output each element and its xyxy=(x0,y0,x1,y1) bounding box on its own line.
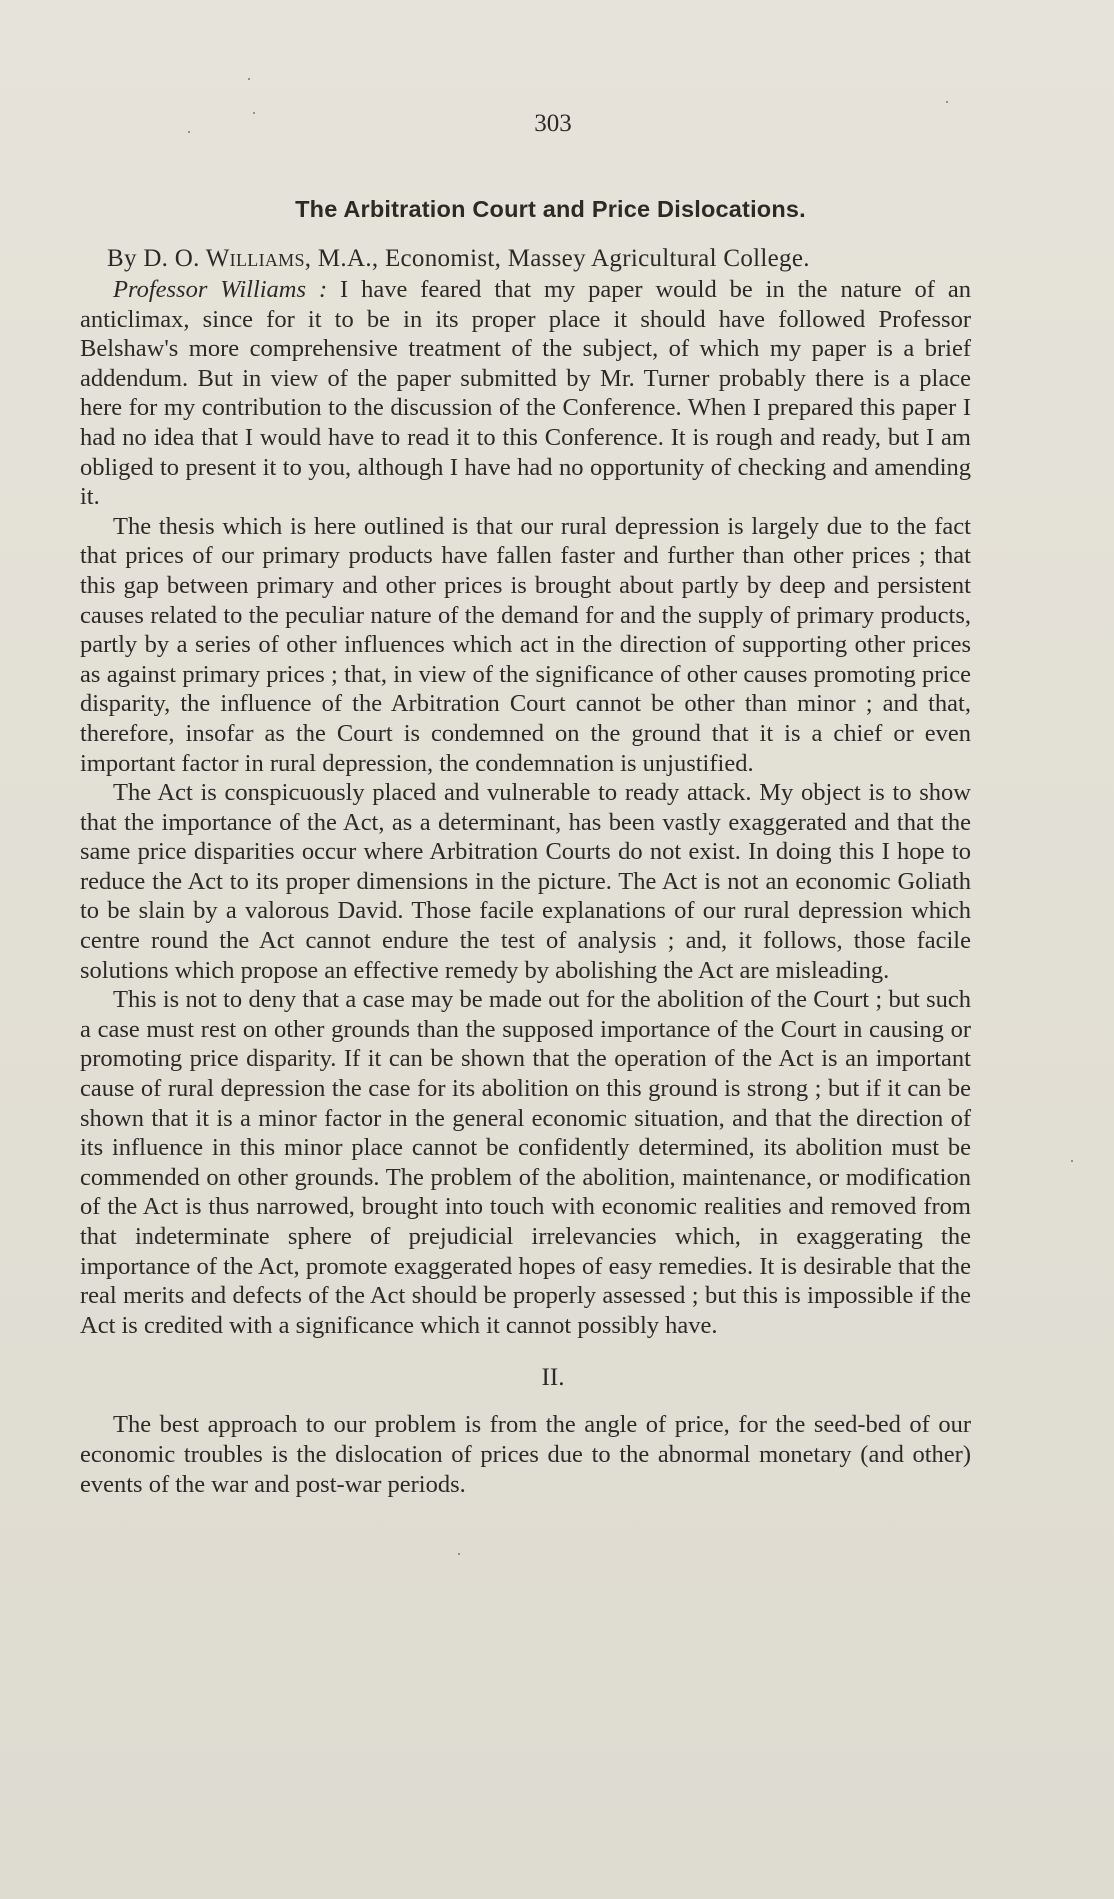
byline-author: D. O. Williams xyxy=(143,245,305,272)
byline xyxy=(107,245,971,273)
body-paragraph: This is not to deny that a case may be made out for the abolition of the Court ; but such a case must rest on other grounds than the supposed importance of the Court in causing or promoting price disparity. If it can be shown that the operation of the Act is an important cause of rural depression the case for its abolition on this ground is strong ; but if it can be shown that it is a minor factor in the general economic situation, and that the direction of its influence in this minor place cannot be confidently determined, its abolition must be commended on other grounds. The problem of the abolition, maintenance, or modification of the Act is thus narrowed, brought into touch with economic realities and removed from that indeterminate sphere of prejudicial irrelevancies which, in exaggerating the importance of the Act, promote exaggerated hopes of easy remedies. It is desirable that the real merits and defects of the Act should be properly assessed ; but this is impossible if the Act is credited with a significance which it cannot possibly have. xyxy=(80,986,971,1339)
byline-prefix: By xyxy=(107,245,144,272)
section-heading: II. xyxy=(541,1364,565,1392)
paragraph-text: I have feared that my paper would be in the nature of an anticlimax, since for it to be in its proper place it should have followed Professor Belshaw's more comprehensive treatment of the subject, of which my paper is a brief addendum. But in view of the paper submitted by Mr. Turner probably there is a place here for my contribution to the discussion of the Conference. When I prepared this paper I had no idea that I would have to read it to this Conference. It is rough and ready, but I am obliged to present it to you, although I have had no opportunity of checking and amending it. xyxy=(80,276,971,511)
speaker-name: Professor Williams : xyxy=(113,276,328,303)
article-title: The Arbitration Court and Price Dislocations. xyxy=(295,196,806,222)
body-paragraph xyxy=(80,275,971,512)
page-number: 303 xyxy=(534,110,572,137)
body-paragraph: The Act is conspicuously placed and vulnerable to ready attack. My object is to show that the importance of the Act, as a determinant, has been vastly exaggerated and that the same price disparities occur where Arbitration Courts do not exist. In doing this I hope to reduce the Act to its proper dimensions in the picture. The Act is not an economic Goliath to be slain by a valorous David. Those facile explanations of our rural depression which centre round the Act cannot endure the test of analysis ; and, it follows, those facile solutions which propose an effective remedy by abolishing the Act are misleading. xyxy=(80,779,971,984)
body-paragraph: The best approach to our problem is from the angle of price, for the seed-bed of our economic troubles is the dislocation of prices due to the abnormal monetary (and other) events of the war and post-war periods. xyxy=(80,1411,971,1498)
paper-speck xyxy=(1071,1160,1073,1162)
byline-affiliation: , M.A., Economist, Massey Agricultural College. xyxy=(304,245,810,272)
body-paragraph: The thesis which is here outlined is that our rural depression is largely due to the fact that prices of our primary products have fallen faster and further than other prices ; that this gap between primary and other prices is brought about partly by deep and persistent causes related to the peculiar nature of the demand for and the supply of primary products, partly by a series of other influences which act in the direction of supporting other prices as against primary prices ; that, in view of the significance of other causes promoting price disparity, the influence of the Arbitration Court cannot be other than minor ; and that, therefore, insofar as the Court is condemned on the ground that it is a chief or even important factor in rural depression, the condemnation is unjustified. xyxy=(80,512,971,777)
paper-speck xyxy=(248,78,250,80)
paper-speck xyxy=(188,131,190,133)
paper-speck xyxy=(253,112,255,114)
paper-speck xyxy=(458,1553,460,1555)
paper-speck xyxy=(946,101,948,103)
